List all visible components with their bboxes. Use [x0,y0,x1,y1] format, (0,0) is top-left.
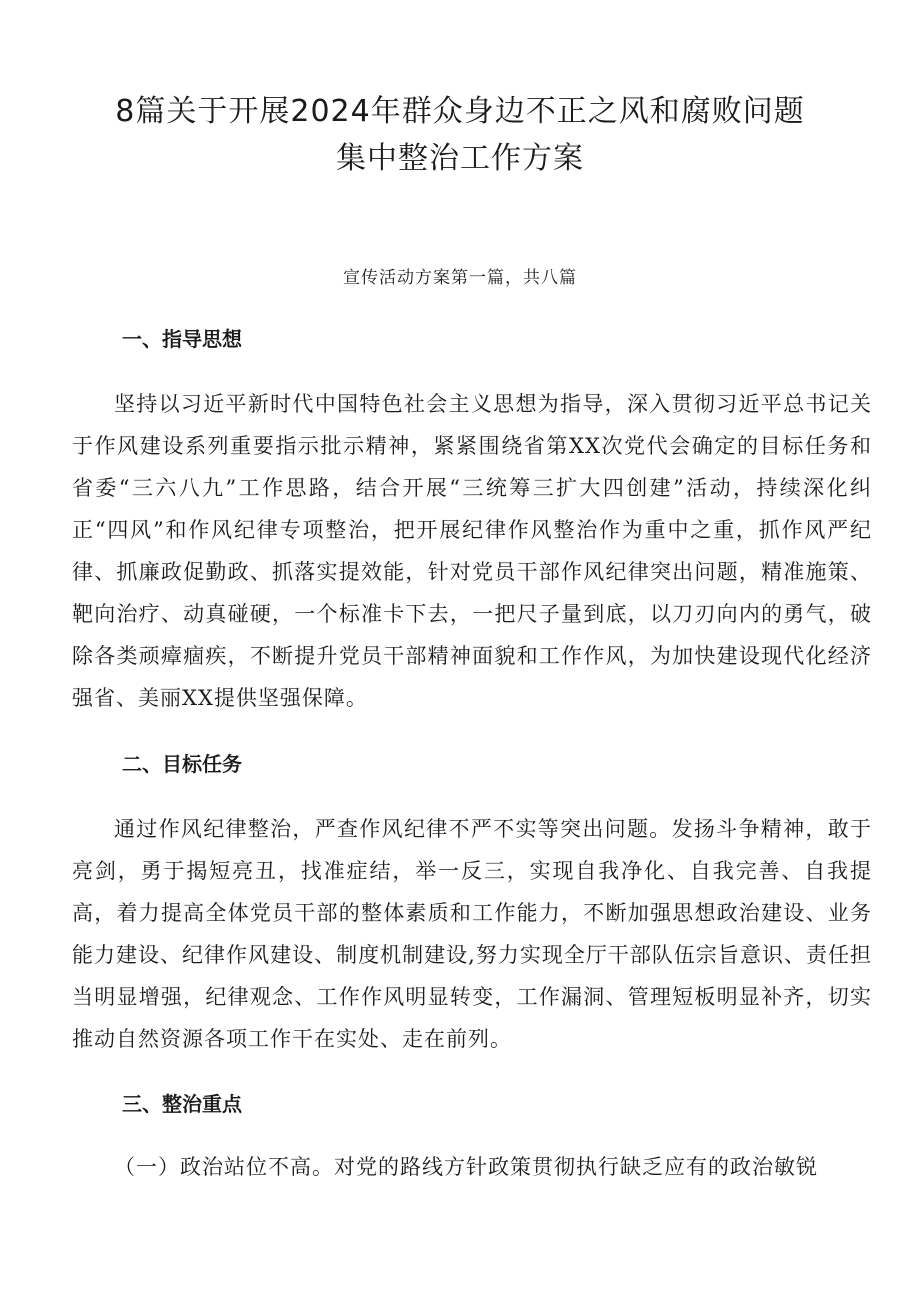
document-subtitle: 宣传活动方案第一篇，共八篇 [343,268,577,288]
section-heading-guiding-thought: 一、指导思想 [122,327,242,351]
section-paragraph-objectives: 通过作风纪律整治，严查作风纪律不严不实等突出问题。发扬斗争精神，敢于亮剑，勇于揭短亮丑，找准症结，举一反三，实现自我净化、自我完善、自我提高，着力提高全体党员干部的整体素质和工作能力，不断加强思想政治建设、业务能力建设、纪律作风建设、制度机制建设,努力实现全厅干部队伍宗旨意识、责任担当明显增强，纪律观念、工作作风明显转变，工作漏洞、管理短板明显补齐，切实推动自然资源各项工作干在实处、走在前列。 [72,817,872,1051]
section-paragraph-guiding-thought: 坚持以习近平新时代中国特色社会主义思想为指导，深入贯彻习近平总书记关于作风建设系列重要指示批示精神，紧紧围绕省第XX次党代会确定的目标任务和省委“三六八九”工作思路，结合开展“三统筹三扩大四创建”活动，持续深化纠正“四风”和作风纪律专项整治，把开展纪律作风整治作为重中之重，抓作风严纪律、抓廉政促勤政、抓落实提效能，针对党员干部作风纪律突出问题，精准施策、靶向治疗、动真碰硬，一个标准卡下去，一把尺子量到底，以刀刃向内的勇气，破除各类顽瘴痼疾，不断提升党员干部精神面貌和工作作风，为加快建设现代化经济强省、美丽XX提供坚强保障。 [72,392,872,710]
section-heading-key-rectification: 三、整治重点 [122,1092,242,1116]
document-title-line-1: 8篇关于开展2024年群众身边不正之风和腐败问题 [115,94,805,129]
section-paragraph-key-rectification: （一）政治站位不高。对党的路线方针政策贯彻执行缺乏应有的政治敏锐 [114,1155,818,1179]
section-heading-objectives: 二、目标任务 [122,752,242,776]
document-title-line-2: 集中整治工作方案 [336,141,584,176]
